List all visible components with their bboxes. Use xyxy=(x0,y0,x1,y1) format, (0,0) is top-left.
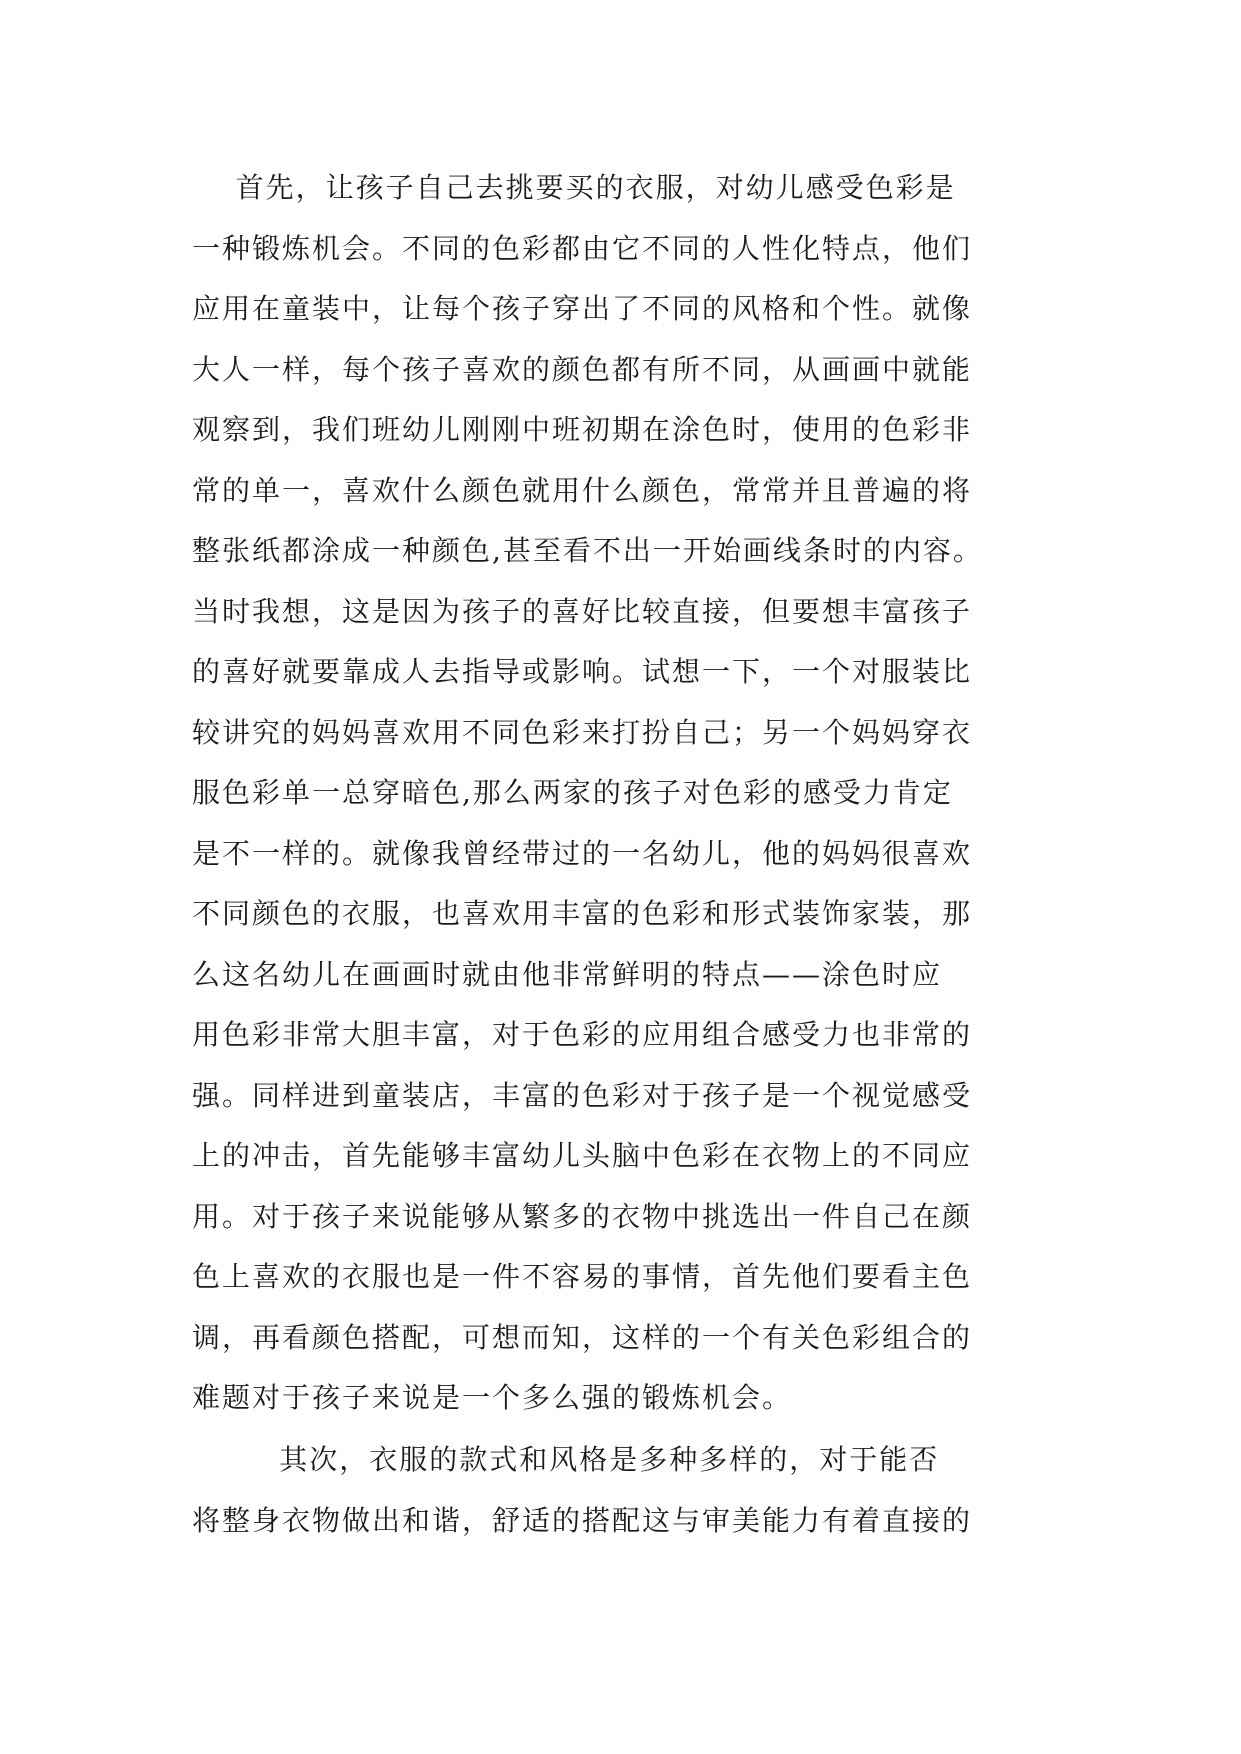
text-line: 常的单一，喜欢什么颜色就用什么颜色，常常并且普遍的将 xyxy=(192,473,973,507)
text-line: 应用在童装中，让每个孩子穿出了不同的风格和个性。就像 xyxy=(192,292,973,325)
paragraph-1 xyxy=(192,158,1052,1429)
text-line: 是不一样的。就像我曾经带过的一名幼儿，他的妈妈很喜欢 xyxy=(192,836,973,870)
text-line: 强。同样进到童装店，丰富的色彩对于孩子是一个视觉感受 xyxy=(192,1078,973,1112)
text-line: 的喜好就要靠成人去指导或影响。试想一下，一个对服装比 xyxy=(192,655,973,688)
text-line: 用色彩非常大胆丰富，对于色彩的应用组合感受力也非常的 xyxy=(192,1018,973,1051)
text-line: 整张纸都涂成一种颜色,甚至看不出一开始画线条时的内容。 xyxy=(192,534,983,567)
text-line: 其次，衣服的款式和风格是多种多样的，对于能否 xyxy=(192,1443,940,1476)
text-line: 么这名幼儿在画画时就由他非常鲜明的特点——涂色时应 xyxy=(192,957,943,991)
text-line: 一种锻炼机会。不同的色彩都由它不同的人性化特点，他们 xyxy=(192,231,973,265)
text-line: 将整身衣物做出和谐，舒适的搭配这与审美能力有着直接的 xyxy=(192,1503,973,1537)
text-line: 较讲究的妈妈喜欢用不同色彩来打扮自己；另一个妈妈穿衣 xyxy=(192,715,973,749)
text-line: 不同颜色的衣服，也喜欢用丰富的色彩和形式装饰家装，那 xyxy=(192,897,973,930)
text-line: 难题对于孩子来说是一个多么强的锻炼机会。 xyxy=(192,1381,793,1414)
text-line: 当时我想，这是因为孩子的喜好比较直接，但要想丰富孩子 xyxy=(192,594,973,628)
text-line: 首先，让孩子自己去挑要买的衣服，对幼儿感受色彩是 xyxy=(192,171,956,204)
text-line: 上的冲击，首先能够丰富幼儿头脑中色彩在衣物上的不同应 xyxy=(192,1139,973,1172)
paragraph-2 xyxy=(192,1430,1052,1551)
text-line: 服色彩单一总穿暗色,那么两家的孩子对色彩的感受力肯定 xyxy=(192,776,953,809)
text-line: 大人一样，每个孩子喜欢的颜色都有所不同，从画画中就能 xyxy=(192,352,973,386)
text-line: 用。对于孩子来说能够从繁多的衣物中挑选出一件自己在颜 xyxy=(192,1199,973,1233)
text-line: 调，再看颜色搭配，可想而知，这样的一个有关色彩组合的 xyxy=(192,1320,973,1354)
text-line: 观察到，我们班幼儿刚刚中班初期在涂色时，使用的色彩非 xyxy=(192,413,973,446)
text-line: 色上喜欢的衣服也是一件不容易的事情，首先他们要看主色 xyxy=(192,1260,973,1293)
